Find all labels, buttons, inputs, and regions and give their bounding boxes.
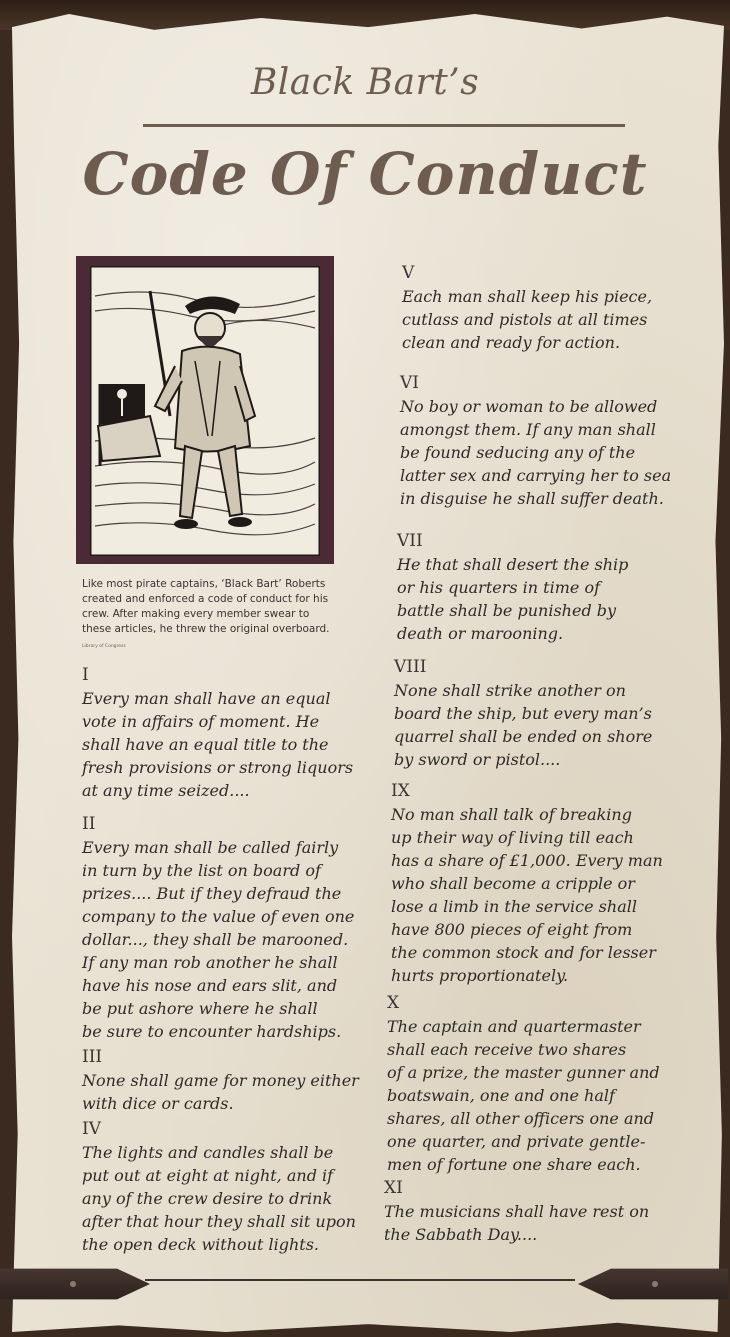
article-line: company to the value of even one [82, 907, 355, 926]
article-line: have 800 pieces of eight from [391, 920, 633, 939]
article-line: lose a limb in the service shall [391, 897, 637, 916]
article-line: be put ashore where he shall [82, 999, 318, 1018]
article-number: VII [397, 531, 423, 551]
article-line: No man shall talk of breaking [391, 805, 632, 824]
article-number: V [402, 263, 415, 283]
article-line: has a share of £1,000. Every man [391, 851, 663, 870]
article-line: battle shall be punished by [397, 601, 617, 620]
article-line: Each man shall keep his piece, [402, 287, 653, 306]
article-line: put out at eight at night, and if [82, 1166, 334, 1185]
bottom-divider [145, 1279, 575, 1281]
article-5 [402, 262, 652, 354]
article-line: Every man shall have an equal [82, 689, 331, 708]
article-line: hurts proportionately. [391, 966, 569, 985]
article-line: in turn by the list on board of [82, 861, 321, 880]
article-line: Every man shall be called fairly [82, 838, 339, 857]
article-line: be found seducing any of the [400, 443, 636, 462]
article-line: in disguise he shall suffer death. [400, 489, 664, 508]
caption-line: crew. After making every member swear to [82, 608, 310, 620]
article-number: IV [82, 1119, 101, 1139]
article-line: None shall game for money either [82, 1071, 359, 1090]
article-line: amongst them. If any man shall [400, 420, 656, 439]
article-number: X [387, 993, 400, 1013]
article-line: dollar..., they shall be marooned. [82, 930, 349, 949]
article-line: or his quarters in time of [397, 578, 600, 597]
rivet [652, 1281, 658, 1287]
sign-subtitle: Black Bart’s [250, 62, 480, 103]
article-line: He that shall desert the ship [397, 555, 629, 574]
article-line: boatswain, one and one half [387, 1086, 615, 1105]
article-line: vote in affairs of moment. He [82, 712, 320, 731]
article-number: VI [400, 373, 419, 393]
article-3 [82, 1046, 359, 1115]
article-line: one quarter, and private gentle- [387, 1132, 646, 1151]
article-line: board the ship, but every man’s [394, 704, 652, 723]
article-line: with dice or cards. [82, 1094, 234, 1113]
article-line: shall have an equal title to the [82, 735, 329, 754]
article-line: at any time seized.... [82, 781, 250, 800]
article-line: If any man rob another he shall [82, 953, 338, 972]
sign-title: Code Of Conduct [82, 140, 648, 208]
rivet [70, 1281, 76, 1287]
article-7 [397, 530, 628, 645]
article-line: have his nose and ears slit, and [82, 976, 338, 995]
article-number: I [82, 665, 89, 685]
article-number: VIII [394, 657, 427, 677]
article-line: the Sabbath Day.... [384, 1225, 538, 1244]
caption-line: created and enforced a code of conduct for his [82, 593, 329, 605]
article-line: latter sex and carrying her to sea [400, 466, 672, 485]
article-line: up their way of living till each [391, 828, 634, 847]
caption-line: Like most pirate captains, ‘Black Bart’ Roberts [82, 578, 326, 590]
article-9 [391, 780, 663, 987]
article-line: clean and ready for action. [402, 333, 621, 352]
article-line: The lights and candles shall be [82, 1143, 334, 1162]
portrait-caption [82, 577, 342, 654]
article-2 [82, 813, 354, 1043]
article-line: after that hour they shall sit upon [82, 1212, 356, 1231]
article-line: any of the crew desire to drink [82, 1189, 333, 1208]
title-divider [143, 124, 625, 127]
article-4 [82, 1118, 356, 1256]
article-line: quarrel shall be ended on shore [394, 727, 653, 746]
article-line: The musicians shall have rest on [384, 1202, 650, 1221]
article-number: III [82, 1047, 103, 1067]
caption-line: these articles, he threw the original overboard. [82, 623, 330, 635]
article-line: fresh provisions or strong liquors [82, 758, 354, 777]
article-line: None shall strike another on [394, 681, 626, 700]
article-line: by sword or pistol.... [394, 750, 561, 769]
article-line: prizes.... But if they defraud the [82, 884, 342, 903]
article-1 [82, 664, 353, 802]
article-line: death or marooning. [397, 624, 564, 643]
article-line: be sure to encounter hardships. [82, 1022, 342, 1041]
pirate-portrait [76, 256, 334, 564]
article-number: IX [391, 781, 410, 801]
article-line: the open deck without lights. [82, 1235, 319, 1254]
article-11 [384, 1177, 649, 1246]
article-line: of a prize, the master gunner and [387, 1063, 660, 1082]
article-line: shares, all other officers one and [387, 1109, 655, 1128]
image-credit: Library of Congress [82, 644, 126, 649]
article-line: No boy or woman to be allowed [400, 397, 658, 416]
article-line: The captain and quartermaster [387, 1017, 641, 1036]
article-line: who shall become a cripple or [391, 874, 635, 893]
article-6 [400, 372, 671, 510]
article-line: the common stock and for lesser [391, 943, 656, 962]
pirate-engraving-image [90, 266, 320, 556]
article-line: shall each receive two shares [387, 1040, 627, 1059]
article-line: cutlass and pistols at all times [402, 310, 648, 329]
article-8 [394, 656, 652, 771]
article-number: XI [384, 1178, 403, 1198]
article-line: men of fortune one share each. [387, 1155, 641, 1174]
article-10 [387, 992, 660, 1176]
article-number: II [82, 814, 96, 834]
